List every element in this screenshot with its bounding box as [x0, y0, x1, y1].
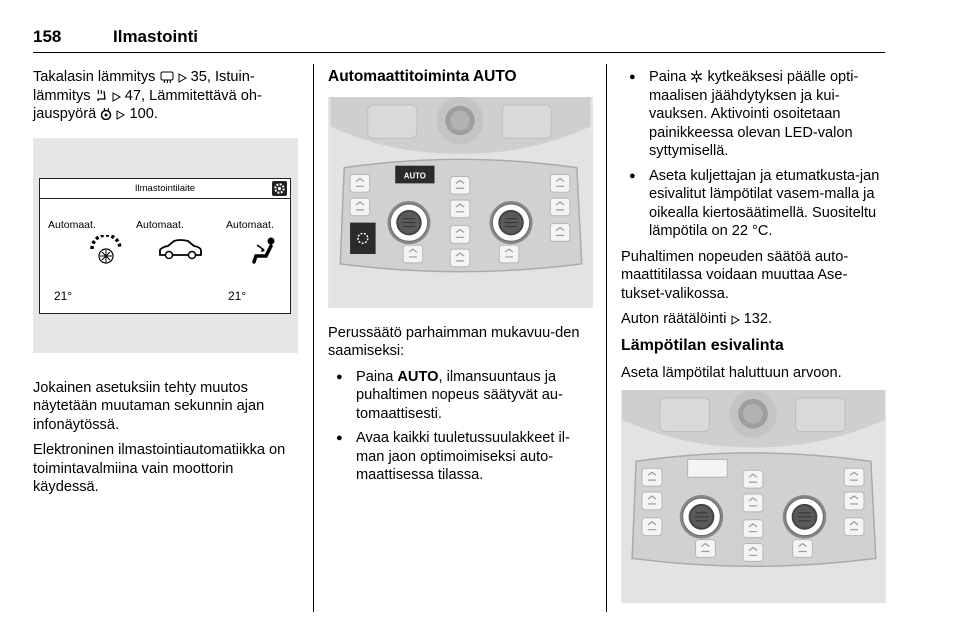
paragraph: Puhaltimen nopeuden säätöä auto-maattitilassa voidaan muuttaa Ase-tukset-valikossa. — [621, 248, 849, 302]
page-header — [33, 27, 885, 53]
display-title: Ilmastointilaite — [134, 182, 196, 194]
page-ref-arrow-icon — [178, 73, 187, 83]
seat-airflow-icon — [250, 235, 280, 265]
seat-heat-icon — [95, 89, 108, 102]
paragraph: Jokainen asetuksiin tehty muutos näytetään muutaman sekunnin ajan infonäytössä. — [33, 379, 265, 433]
climate-display-figure — [33, 138, 298, 353]
gear-icon — [272, 181, 287, 196]
temp-right: 21° — [228, 288, 247, 303]
column-3 — [621, 68, 886, 603]
column-divider — [606, 64, 607, 612]
auto-fan-label: Automaat. — [48, 218, 96, 231]
steering-wheel-heat-icon — [100, 108, 112, 120]
page-ref-arrow-icon — [731, 315, 740, 325]
list-item: ● Paina kytkeäksesi päälle opti-maalisen jäähdytyksen ja kui-vauksen. Aktivointi osoitetaan painikkeessa olevan LED-valon syttymisellä. — [621, 68, 886, 161]
rear-window-heat-icon — [160, 71, 174, 83]
display-title-bar — [40, 179, 290, 199]
page-ref-arrow-icon — [112, 92, 121, 102]
auto-airflow-label: Automaat. — [136, 218, 184, 231]
paragraph: Perussäätö parhaimman mukavuu-den saamiseksi: — [328, 324, 580, 359]
column-1 — [33, 68, 298, 504]
bullet-list — [621, 68, 886, 241]
paragraph: Aseta lämpötilat haluttuun arvoon. — [621, 365, 842, 381]
auto-keyword: AUTO — [397, 368, 439, 385]
fan-icon — [86, 235, 126, 267]
page-ref-arrow-icon — [116, 110, 125, 120]
bullet-list — [328, 368, 593, 485]
ac-snowflake-icon — [690, 70, 703, 83]
info-display — [39, 178, 291, 314]
column-2 — [328, 68, 593, 492]
auto-button-label: AUTO — [403, 170, 426, 180]
paragraph: Elektroninen ilmastointiautomatiikka on toimintavalmiina vain moottorin käydessä. — [33, 442, 286, 495]
intro-paragraph: Takalasin lämmitys 35, Istuin- lämmitys 47, Lämmitettävä oh- jauspyörä 100. — [33, 69, 262, 122]
control-panel-illustration — [328, 97, 593, 308]
section-subheading: Lämpötilan esivalinta — [621, 336, 784, 354]
temp-left: 21° — [54, 288, 73, 303]
control-panel-figure-temp — [621, 390, 886, 603]
control-panel-illustration — [621, 390, 886, 603]
chapter-title: Ilmastointi — [113, 27, 199, 46]
list-item: ● Aseta kuljettajan ja etumatkusta-jan esivalitut lämpötilat vasem-malla ja oikealla kiertosäätimellä. Suositeltu lämpötila on 22 °C. — [621, 167, 886, 241]
list-item: ● Paina AUTO, ilmansuuntaus ja puhaltimen nopeus säätyvät au-tomaattisesti. — [328, 368, 593, 424]
section-heading: Automaattitoiminta AUTO — [328, 68, 517, 85]
car-icon — [156, 237, 204, 263]
page-number: 158 — [33, 27, 62, 46]
control-panel-figure-auto — [328, 97, 593, 308]
list-item: ● Avaa kaikki tuuletussuulakkeet il-man jaon optimoimiseksi auto-maattisessa tilassa. — [328, 429, 593, 485]
auto-seat-label: Automaat. — [226, 218, 274, 231]
paragraph: Auton räätälöinti 132. — [621, 311, 773, 327]
column-divider — [313, 64, 314, 612]
